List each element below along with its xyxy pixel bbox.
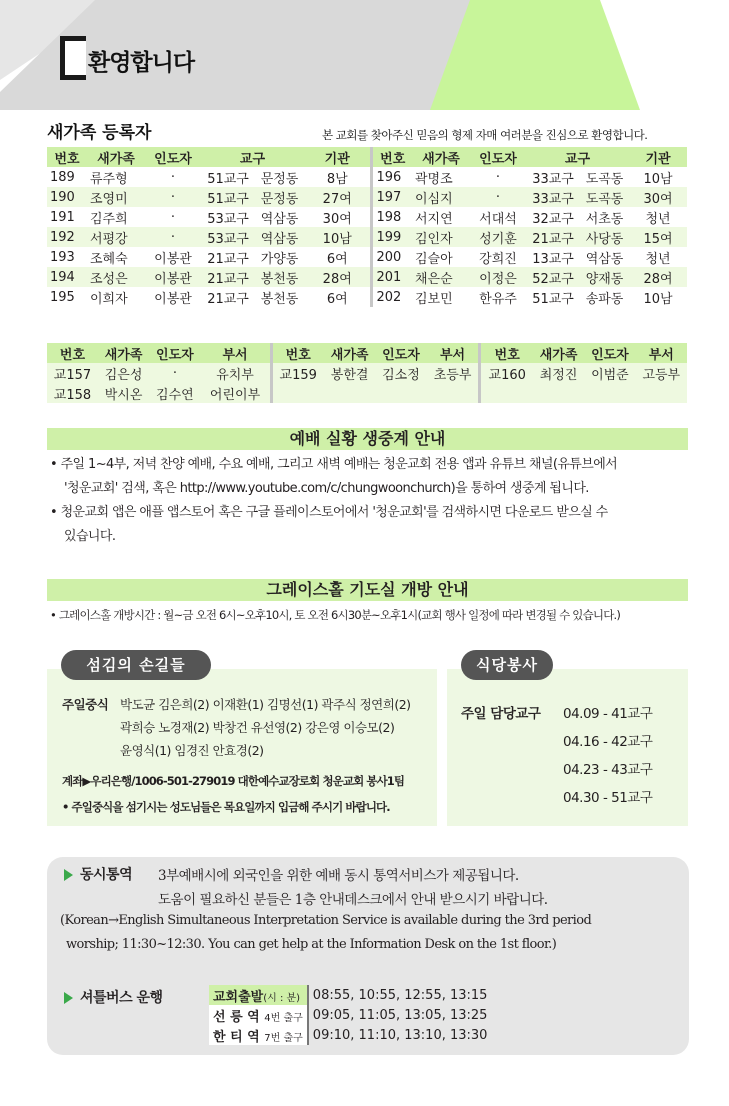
- cell: ·: [149, 363, 200, 383]
- header-newfamily: 새가족: [533, 343, 584, 363]
- cell: [427, 383, 480, 403]
- arrow-right-icon: [64, 992, 73, 1004]
- cell: 이범준: [584, 363, 635, 383]
- table-cell: 192: [47, 227, 87, 247]
- cell: 봉한결: [324, 363, 375, 383]
- header-number: 번호: [271, 343, 324, 363]
- cell: [584, 383, 635, 403]
- arrow-right-icon: [64, 869, 73, 881]
- table-cell: 조성은: [87, 267, 145, 287]
- serving-title: 섬김의 손길들: [61, 650, 211, 680]
- table-row: [209, 1005, 491, 1025]
- header-bracket-icon: [60, 36, 86, 80]
- table-cell: 21교구: [526, 227, 580, 247]
- table-cell: 27여: [304, 187, 372, 207]
- table-cell: ·: [145, 187, 201, 207]
- table-cell: 도곡동: [585, 171, 624, 187]
- table-cell: 199: [372, 227, 412, 247]
- table-cell: 역삼동: [255, 227, 304, 247]
- table-cell: 6여: [326, 291, 348, 307]
- table-row: [47, 247, 687, 267]
- serving-names: 곽희승 노경재(2) 박창건 유선영(2) 강은영 이승모(2): [120, 720, 395, 735]
- table-cell: 51교구: [207, 171, 249, 187]
- table-cell: 200: [372, 247, 412, 267]
- table-cell: 이정은: [470, 267, 526, 287]
- table-cell: 송파동: [585, 291, 624, 307]
- registration-note: 본 교회를 찾아주신 믿음의 형제 자매 여러분을 진심으로 환영합니다.: [322, 128, 648, 142]
- cafeteria-item: 04.09 - 41교구: [563, 706, 653, 722]
- header-number: 번호: [47, 147, 87, 167]
- table-cell: 김인자: [412, 227, 470, 247]
- table-cell: 서초동: [585, 211, 624, 227]
- table-cell: 양재동: [580, 267, 629, 287]
- table-row: [47, 187, 687, 207]
- table-cell: 도곡동: [580, 187, 629, 207]
- shuttle-stop: [209, 1005, 308, 1025]
- cell: [375, 383, 426, 403]
- table-cell: 194: [47, 267, 87, 287]
- header-dept: 부서: [201, 343, 271, 363]
- cell: [480, 383, 533, 403]
- header-newfamily: 새가족: [412, 147, 470, 167]
- table-cell: ·: [170, 169, 176, 185]
- table-row: [47, 207, 687, 227]
- table-cell: 한유주: [479, 291, 517, 307]
- table-cell: 이봉관: [154, 251, 192, 267]
- shuttle-title: 셔틀버스 운행: [80, 990, 163, 1006]
- cell: 김소정: [375, 363, 426, 383]
- table-cell: 이봉관: [145, 267, 201, 287]
- header-guide: 인도자: [470, 147, 526, 167]
- table-cell: 196: [372, 167, 412, 187]
- cell: [324, 383, 375, 403]
- table-cell: 김슬아: [414, 251, 453, 267]
- table-cell: 28여: [629, 267, 687, 287]
- cafeteria-item: 04.16 - 42교구: [563, 734, 653, 750]
- table-cell: 51교구: [532, 291, 574, 307]
- interpretation-title: 동시통역: [80, 867, 133, 883]
- table-cell: 193: [50, 249, 75, 265]
- serving-names: 윤영식(1) 임경진 안효경(2): [120, 743, 264, 758]
- table-cell: 13교구: [532, 251, 574, 267]
- table-cell: 21교구: [207, 251, 249, 267]
- table-cell: 채은순: [412, 267, 470, 287]
- cell: 교160: [480, 363, 533, 383]
- shuttle-times: 08:55, 10:55, 12:55, 13:15: [312, 987, 488, 1003]
- serving-note: • 주일중식을 섬기시는 성도님들은 목요일까지 입금해 주시기 바랍니다.: [62, 800, 390, 814]
- table-row: [47, 287, 687, 307]
- table-cell: 사당동: [580, 227, 629, 247]
- table-row: [209, 1025, 491, 1045]
- table-cell: 청년: [645, 251, 671, 267]
- cell: [271, 383, 324, 403]
- stop-name: 선 릉 역: [213, 1009, 260, 1025]
- cell: 김은성: [98, 363, 149, 383]
- table-cell: 28여: [304, 267, 372, 287]
- table-cell: 52교구: [526, 267, 580, 287]
- table-cell: 202: [372, 287, 412, 307]
- table-cell: 조혜숙: [90, 251, 128, 267]
- stop-name: 교회출발: [213, 989, 264, 1005]
- serving-account: 계좌▶우리은행/1006-501-279019 대한예수교장로회 청운교회 봉사1팀: [62, 774, 405, 788]
- table-cell: 곽명조: [414, 171, 453, 187]
- table-cell: 류주형: [90, 171, 128, 187]
- table-cell: ·: [470, 187, 526, 207]
- table-cell: 김주희: [90, 211, 128, 227]
- header-newfamily: 새가족: [324, 343, 375, 363]
- stop-sub: 4번 출구: [264, 1012, 303, 1024]
- table-cell: ·: [145, 227, 201, 247]
- table-cell: 서지연: [414, 211, 453, 227]
- table-cell: 문정동: [260, 171, 299, 187]
- serving-names: 박도균 김은희(2) 이재환(1) 김명선(1) 곽주식 정연희(2): [120, 697, 411, 712]
- cell: [533, 383, 584, 403]
- cell: 유치부: [201, 363, 271, 383]
- school-registration-table: [47, 343, 687, 403]
- broadcast-title: 예배 실황 생중계 안내: [47, 428, 688, 450]
- table-cell: 문정동: [255, 187, 304, 207]
- table-cell: 청년: [645, 211, 671, 227]
- table-cell: 이희자: [90, 291, 128, 307]
- table-cell: 봉천동: [260, 291, 299, 307]
- table-cell: 8남: [326, 171, 348, 187]
- header-dept: 부서: [636, 343, 687, 363]
- table-cell: 30여: [322, 211, 352, 227]
- broadcast-line: • 청운교회 앱은 애플 앱스토어 혹은 구글 플레이스토어에서 '청운교회'를 검색하시면 다운로드 받으실 수: [50, 505, 608, 520]
- registration-table: [47, 147, 687, 307]
- header-district: 교구: [526, 147, 629, 167]
- header-number: 번호: [47, 343, 98, 363]
- table-cell: ·: [495, 169, 501, 185]
- cafeteria-item: 04.30 - 51교구: [563, 790, 653, 806]
- table-cell: 성기훈: [470, 227, 526, 247]
- header-dept: 부서: [427, 343, 480, 363]
- table-cell: 33교구: [532, 171, 574, 187]
- cell: 교158: [47, 383, 98, 403]
- shuttle-stop: [209, 985, 308, 1005]
- header-number: 번호: [480, 343, 533, 363]
- interpretation-line: 3부예배시에 외국인을 위한 예배 동시 통역서비스가 제공됩니다.: [158, 868, 519, 884]
- table-row: [47, 383, 687, 403]
- header-guide: 인도자: [145, 147, 201, 167]
- table-cell: 서평강: [87, 227, 145, 247]
- table-cell: 역삼동: [260, 211, 299, 227]
- shuttle-times: 09:10, 11:10, 13:10, 13:30: [312, 1027, 488, 1043]
- cafeteria-item: 04.23 - 43교구: [563, 762, 653, 778]
- header-number: 번호: [372, 147, 412, 167]
- table-cell: 21교구: [201, 267, 255, 287]
- cell: [636, 383, 687, 403]
- interpretation-line: worship; 11:30~12:30. You can get help at the Information Desk on the 1st floor.): [66, 937, 557, 952]
- cell: 교157: [47, 363, 98, 383]
- table-cell: 이심지: [412, 187, 470, 207]
- header-newfamily: 새가족: [87, 147, 145, 167]
- table-cell: 21교구: [207, 291, 249, 307]
- registration-title: 새가족 등록자: [47, 123, 152, 143]
- cell: 최정진: [533, 363, 584, 383]
- cell: 초등부: [427, 363, 480, 383]
- table-cell: 195: [50, 289, 75, 305]
- header-newfamily: 새가족: [98, 343, 149, 363]
- broadcast-line: 있습니다.: [64, 529, 116, 544]
- table-cell: 조영미: [87, 187, 145, 207]
- table-row: [47, 167, 687, 187]
- table-cell: 15여: [629, 227, 687, 247]
- broadcast-line: • 주일 1~4부, 저녁 찬양 예배, 수요 예배, 그리고 새벽 예배는 청운교회 전용 앱과 유튜브 채널(유튜브에서: [50, 457, 618, 472]
- table-cell: 197: [372, 187, 412, 207]
- prayer-room-title: 그레이스홀 기도실 개방 안내: [47, 579, 688, 601]
- table-cell: 190: [47, 187, 87, 207]
- cell: 김수연: [149, 383, 200, 403]
- table-cell: 201: [372, 267, 412, 287]
- table-cell: 191: [50, 209, 75, 225]
- cell: 어린이부: [201, 383, 271, 403]
- table-cell: 6여: [326, 251, 348, 267]
- cafeteria-label: 주일 담당교구: [461, 706, 541, 722]
- broadcast-line: '청운교회' 검색, 혹은 http://www.youtube.com/c/chungwoonchurch)을 통하여 생중계 됩니다.: [64, 481, 589, 496]
- table-cell: 53교구: [201, 227, 255, 247]
- table-cell: 가양동: [260, 251, 299, 267]
- cell: 박시온: [98, 383, 149, 403]
- header-guide: 인도자: [375, 343, 426, 363]
- table-cell: 53교구: [207, 211, 249, 227]
- header-district: 교구: [201, 147, 304, 167]
- table-cell: 강희진: [479, 251, 517, 267]
- cell: 고등부: [636, 363, 687, 383]
- table-cell: ·: [170, 209, 176, 225]
- table-row: [47, 227, 687, 247]
- table-cell: 33교구: [526, 187, 580, 207]
- table-cell: 51교구: [201, 187, 255, 207]
- table-cell: 30여: [629, 187, 687, 207]
- table-row: [209, 985, 491, 1005]
- table-cell: 10남: [304, 227, 372, 247]
- cafeteria-title: 식당봉사: [461, 650, 553, 680]
- page-title: 환영합니다: [88, 50, 195, 76]
- stop-sub: 7번 출구: [264, 1032, 303, 1044]
- shuttle-table: [209, 985, 491, 1045]
- stop-name: 한 티 역: [213, 1029, 260, 1045]
- table-cell: 10남: [643, 291, 673, 307]
- table-cell: 이봉관: [154, 291, 192, 307]
- header-group: 기관: [304, 147, 372, 167]
- cell: 교159: [271, 363, 324, 383]
- table-cell: 봉천동: [255, 267, 304, 287]
- shuttle-stop: [209, 1025, 308, 1045]
- header-guide: 인도자: [584, 343, 635, 363]
- table-cell: 189: [50, 169, 75, 185]
- shuttle-times: 09:05, 11:05, 13:05, 13:25: [312, 1007, 488, 1023]
- table-cell: 198: [372, 207, 412, 227]
- stop-sub: (시 : 분): [263, 992, 301, 1004]
- interpretation-line: 도움이 필요하신 분들은 1층 안내데스크에서 안내 받으시기 바랍니다.: [158, 892, 548, 908]
- serving-label: 주일중식: [62, 697, 109, 712]
- table-row: [47, 267, 687, 287]
- interpretation-line: (Korean→English Simultaneous Interpretation Service is available during the 3rd period: [60, 913, 592, 928]
- table-row: [47, 363, 687, 383]
- table-cell: 김보민: [414, 291, 453, 307]
- table-cell: 역삼동: [585, 251, 624, 267]
- header-group: 기관: [629, 147, 687, 167]
- prayer-room-line: • 그레이스홀 개방시간 : 월~금 오전 6시~오후10시, 토 오전 6시30분~오후1시(교회 행사 일정에 따라 변경될 수 있습니다.): [50, 608, 621, 622]
- header-guide: 인도자: [149, 343, 200, 363]
- table-cell: 32교구: [532, 211, 574, 227]
- table-cell: 서대석: [479, 211, 517, 227]
- table-cell: 10남: [643, 171, 673, 187]
